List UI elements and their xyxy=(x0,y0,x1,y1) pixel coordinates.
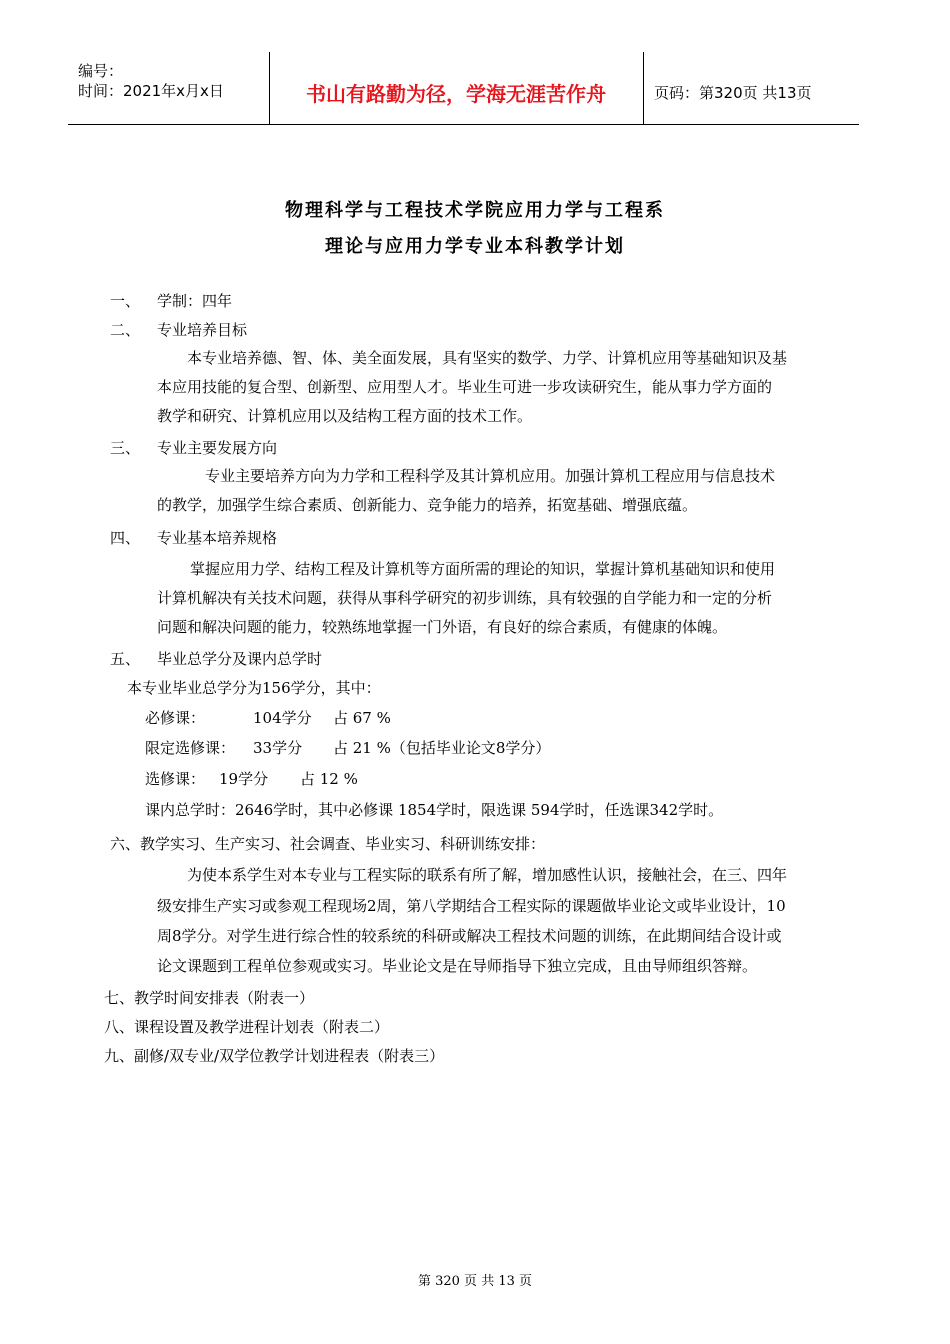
header-page-cell xyxy=(644,52,859,124)
section-4-line-2: 计算机解决有关技术问题，获得从事科学研究的初步训练，具有较强的自学能力和一定的分析 xyxy=(157,589,773,607)
header-motto-cell xyxy=(269,52,644,124)
page-footer: 第 320 页 共 13 页 xyxy=(417,1274,533,1289)
document-time: 时间：2021年x月x日 xyxy=(78,82,224,100)
required-course-share: 占 67 % xyxy=(333,709,391,727)
section-4-line-3: 问题和解决问题的能力，较熟练地掌握一门外语，有良好的综合素质，有健康的体魄。 xyxy=(157,618,728,636)
required-course-label: 必修课： xyxy=(145,709,206,727)
section-5-heading: 毕业总学分及课内总学时 xyxy=(157,650,323,668)
section-5-number: 五、 xyxy=(110,650,141,668)
elective-course-credits: 19学分 xyxy=(219,770,269,788)
section-4-line-1: 掌握应用力学、结构工程及计算机等方面所需的理论的知识，掌握计算机基础知识和使用 xyxy=(190,560,776,578)
section-6-line-2: 级安排生产实习或参观工程现场2周，第八学期结合工程实际的课题做毕业论文或毕业设计，10 xyxy=(157,897,786,915)
section-6-heading: 六、教学实习、生产实习、社会调查、毕业实习、科研训练安排： xyxy=(110,835,546,853)
section-1-heading: 学制：四年 xyxy=(157,292,233,310)
elective-course-label: 选修课： xyxy=(145,770,206,788)
section-3-line-1: 专业主要培养方向为力学和工程科学及其计算机应用。加强计算机工程应用与信息技术 xyxy=(205,467,776,485)
limited-elective-label: 限定选修课： xyxy=(145,739,236,757)
document-number-label: 编号： xyxy=(78,62,124,80)
section-5-intro: 本专业毕业总学分为156学分，其中： xyxy=(127,679,381,697)
section-2-heading: 专业培养目标 xyxy=(157,321,248,339)
document-title-line1: 物理科学与工程技术学院应用力学与工程系 xyxy=(285,200,665,221)
section-2-line-3: 教学和研究、计算机应用以及结构工程方面的技术工作。 xyxy=(157,407,533,425)
section-2-line-1: 本专业培养德、智、体、美全面发展，具有坚实的数学、力学、计算机应用等基础知识及基 xyxy=(187,349,788,367)
section-1-number: 一、 xyxy=(110,292,141,310)
header-page-number: 页码：第320页 共13页 xyxy=(654,84,812,102)
section-3-heading: 专业主要发展方向 xyxy=(157,439,278,457)
section-9-heading: 九、副修/双专业/双学位教学计划进程表（附表三） xyxy=(104,1047,445,1065)
document-title-line2: 理论与应用力学专业本科教学计划 xyxy=(325,236,625,257)
section-3-line-2: 的教学，加强学生综合素质、创新能力、竞争能力的培养，拓宽基础、增强底蕴。 xyxy=(157,496,698,514)
section-2-line-2: 本应用技能的复合型、创新型、应用型人才。毕业生可进一步攻读研究生，能从事力学方面的 xyxy=(157,378,773,396)
section-6-line-1: 为使本系学生对本专业与工程实际的联系有所了解，增加感性认识，接触社会，在三、四年 xyxy=(187,866,788,884)
total-hours: 课内总学时：2646学时，其中必修课 1854学时，限选课 594学时，任选课342学时。 xyxy=(145,801,724,819)
section-4-number: 四、 xyxy=(110,529,141,547)
page-header xyxy=(68,52,859,125)
header-info-cell xyxy=(68,52,270,124)
section-7-heading: 七、教学时间安排表（附表一） xyxy=(104,989,315,1007)
header-motto: 书山有路勤为径，学海无涯苦作舟 xyxy=(306,82,606,106)
section-2-number: 二、 xyxy=(110,321,141,339)
section-6-line-4: 论文课题到工程单位参观或实习。毕业论文是在导师指导下独立完成，且由导师组织答辩。 xyxy=(157,957,758,975)
elective-course-share: 占 12 % xyxy=(300,770,358,788)
section-4-heading: 专业基本培养规格 xyxy=(157,529,278,547)
section-8-heading: 八、课程设置及教学进程计划表（附表二） xyxy=(104,1018,390,1036)
required-course-credits: 104学分 xyxy=(253,709,312,727)
limited-elective-credits: 33学分 xyxy=(253,739,303,757)
section-3-number: 三、 xyxy=(110,439,141,457)
limited-elective-share: 占 21 %（包括毕业论文8学分） xyxy=(333,739,551,757)
section-6-line-3: 周8学分。对学生进行综合性的较系统的科研或解决工程技术问题的训练，在此期间结合设计或 xyxy=(157,927,782,945)
